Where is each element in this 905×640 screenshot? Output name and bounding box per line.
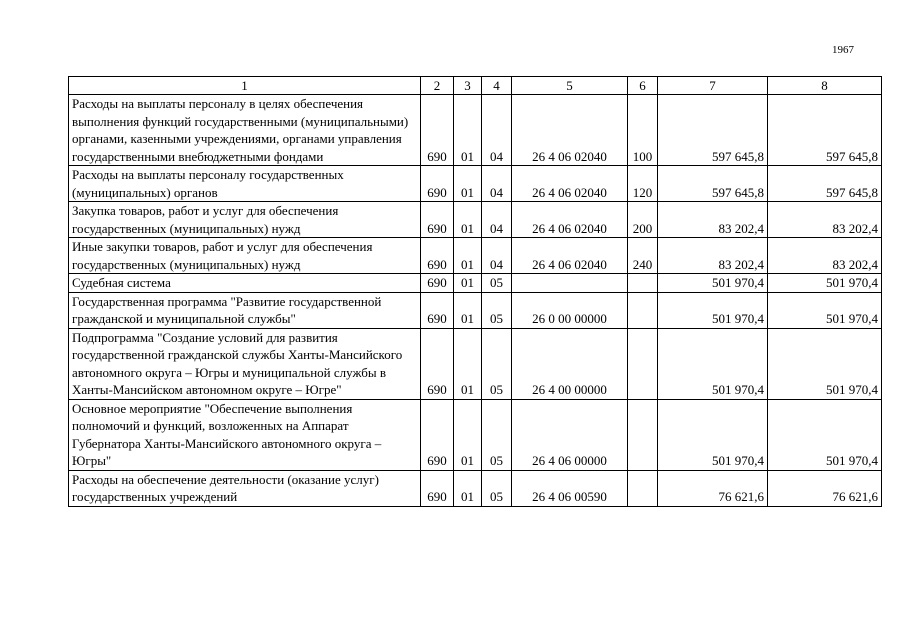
expense-name: Основное мероприятие "Обеспечение выполнения полномочий и функций, возложенных на Аппарат Губернатора Ханты-Мансийского автономного округа – Югры" xyxy=(69,399,421,470)
ved-code: 690 xyxy=(421,274,454,293)
amount-col8: 76 621,6 xyxy=(768,470,882,506)
amount-col8: 501 970,4 xyxy=(768,274,882,293)
header-cell: 3 xyxy=(454,77,482,95)
expense-name: Судебная система xyxy=(69,274,421,293)
amount-col8: 83 202,4 xyxy=(768,238,882,274)
section-code: 01 xyxy=(454,399,482,470)
expense-name: Государственная программа "Развитие государственной гражданской и муниципальной службы" xyxy=(69,292,421,328)
ved-code: 690 xyxy=(421,95,454,166)
section-code: 01 xyxy=(454,166,482,202)
header-row xyxy=(69,77,882,95)
expense-name: Иные закупки товаров, работ и услуг для обеспечения государственных (муниципальных) нужд xyxy=(69,238,421,274)
subsection-code: 04 xyxy=(482,95,512,166)
expense-name: Расходы на обеспечение деятельности (оказание услуг) государственных учреждений xyxy=(69,470,421,506)
ved-code: 690 xyxy=(421,292,454,328)
ved-code: 690 xyxy=(421,399,454,470)
target-article-code: 26 4 06 02040 xyxy=(512,166,628,202)
expense-type-code xyxy=(628,399,658,470)
table-row xyxy=(69,166,882,202)
target-article-code: 26 4 06 02040 xyxy=(512,95,628,166)
amount-col7: 597 645,8 xyxy=(658,166,768,202)
expense-name: Подпрограмма "Создание условий для развития государственной гражданской службы Ханты-Мансийского автономного округа – Югры и муниципальной службы в Ханты-Мансийском автономном округе – Югре" xyxy=(69,328,421,399)
expense-type-code xyxy=(628,470,658,506)
expense-type-code: 240 xyxy=(628,238,658,274)
header-cell: 5 xyxy=(512,77,628,95)
ved-code: 690 xyxy=(421,238,454,274)
subsection-code: 05 xyxy=(482,470,512,506)
section-code: 01 xyxy=(454,328,482,399)
ved-code: 690 xyxy=(421,202,454,238)
subsection-code: 05 xyxy=(482,399,512,470)
table-row xyxy=(69,238,882,274)
target-article-code: 26 0 00 00000 xyxy=(512,292,628,328)
amount-col8: 83 202,4 xyxy=(768,202,882,238)
budget-table xyxy=(68,76,882,507)
subsection-code: 04 xyxy=(482,202,512,238)
ved-code: 690 xyxy=(421,166,454,202)
subsection-code: 05 xyxy=(482,274,512,293)
subsection-code: 05 xyxy=(482,292,512,328)
table-row xyxy=(69,274,882,293)
header-cell: 6 xyxy=(628,77,658,95)
expense-type-code xyxy=(628,292,658,328)
table-row xyxy=(69,399,882,470)
amount-col7: 501 970,4 xyxy=(658,274,768,293)
amount-col8: 597 645,8 xyxy=(768,95,882,166)
expense-type-code xyxy=(628,328,658,399)
expense-name: Расходы на выплаты персоналу в целях обеспечения выполнения функций государственными (муниципальными) органами, казенными учреждениями, органами управления государственными внебюджетными фондами xyxy=(69,95,421,166)
amount-col7: 501 970,4 xyxy=(658,399,768,470)
header-cell: 2 xyxy=(421,77,454,95)
expense-type-code: 120 xyxy=(628,166,658,202)
table-row xyxy=(69,202,882,238)
ved-code: 690 xyxy=(421,470,454,506)
amount-col8: 501 970,4 xyxy=(768,399,882,470)
amount-col7: 501 970,4 xyxy=(658,328,768,399)
table-row xyxy=(69,470,882,506)
header-cell: 1 xyxy=(69,77,421,95)
target-article-code: 26 4 06 02040 xyxy=(512,202,628,238)
header-cell: 8 xyxy=(768,77,882,95)
expense-name: Закупка товаров, работ и услуг для обеспечения государственных (муниципальных) нужд xyxy=(69,202,421,238)
amount-col7: 76 621,6 xyxy=(658,470,768,506)
amount-col7: 83 202,4 xyxy=(658,238,768,274)
amount-col8: 501 970,4 xyxy=(768,292,882,328)
target-article-code xyxy=(512,274,628,293)
target-article-code: 26 4 06 00000 xyxy=(512,399,628,470)
section-code: 01 xyxy=(454,238,482,274)
expense-type-code: 100 xyxy=(628,95,658,166)
header-cell: 7 xyxy=(658,77,768,95)
amount-col7: 83 202,4 xyxy=(658,202,768,238)
subsection-code: 04 xyxy=(482,238,512,274)
table-row xyxy=(69,328,882,399)
section-code: 01 xyxy=(454,95,482,166)
amount-col7: 501 970,4 xyxy=(658,292,768,328)
table-row xyxy=(69,95,882,166)
expense-name: Расходы на выплаты персоналу государственных (муниципальных) органов xyxy=(69,166,421,202)
target-article-code: 26 4 06 02040 xyxy=(512,238,628,274)
amount-col7: 597 645,8 xyxy=(658,95,768,166)
expense-type-code xyxy=(628,274,658,293)
section-code: 01 xyxy=(454,202,482,238)
expense-type-code: 200 xyxy=(628,202,658,238)
section-code: 01 xyxy=(454,470,482,506)
section-code: 01 xyxy=(454,292,482,328)
amount-col8: 597 645,8 xyxy=(768,166,882,202)
amount-col8: 501 970,4 xyxy=(768,328,882,399)
header-cell: 4 xyxy=(482,77,512,95)
target-article-code: 26 4 06 00590 xyxy=(512,470,628,506)
table-row xyxy=(69,292,882,328)
subsection-code: 05 xyxy=(482,328,512,399)
subsection-code: 04 xyxy=(482,166,512,202)
target-article-code: 26 4 00 00000 xyxy=(512,328,628,399)
page-number: 1967 xyxy=(832,44,854,56)
ved-code: 690 xyxy=(421,328,454,399)
section-code: 01 xyxy=(454,274,482,293)
